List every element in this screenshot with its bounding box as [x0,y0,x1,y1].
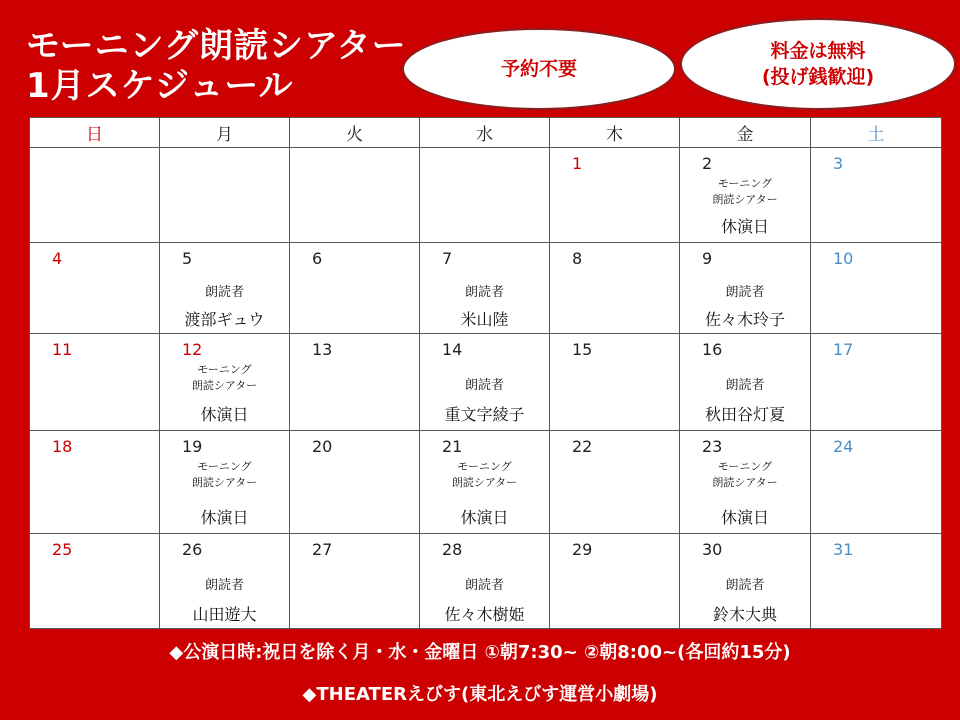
calendar-cell [811,431,942,534]
day-number: 24 [833,437,854,456]
day-number: 9 [702,249,713,268]
day-number: 15 [572,340,593,359]
week-row [30,334,942,431]
reader-name: 重文字綾子 [444,405,525,424]
calendar-cell [811,534,942,629]
calendar-cell [680,534,811,629]
day-number: 19 [182,437,203,456]
calendar-cell [420,243,550,334]
calendar-cell-empty [290,148,420,243]
day-number: 12 [182,340,203,359]
event-note: モーニング [717,460,773,473]
week-row [30,431,942,534]
day-number: 27 [312,540,333,559]
calendar-cell [550,148,680,243]
calendar-cell [811,243,942,334]
calendar-cell [680,243,811,334]
tips-welcome-label: (投げ銭歓迎) [761,66,875,88]
calendar-cell [550,534,680,629]
day-number: 11 [52,340,73,359]
reader-name: 米山陸 [460,310,509,329]
event-note: 朗読シアター [191,476,258,489]
day-off-label: 休演日 [200,405,249,424]
weekday-wednesday: 水 [420,118,550,148]
day-number: 30 [702,540,723,559]
day-number: 18 [52,437,73,456]
event-note: モーニング [717,177,773,190]
free-admission-label: 料金は無料 [770,40,866,62]
event-note: 朗読シアター [191,379,258,392]
venue-info: ◆THEATERえびす(東北えびす運営小劇場) [302,684,658,705]
calendar-cell [811,148,942,243]
performance-schedule-info: ◆公演日時:祝日を除く月・水・金曜日 ①朝7:30~ ②朝8:00~(各回約15分) [169,642,791,663]
calendar-cell [680,431,811,534]
reader-name: 渡部ギュウ [184,310,265,329]
reader-role-label: 朗読者 [725,578,765,593]
event-note: 朗読シアター [451,476,518,489]
reader-name: 秋田谷灯夏 [704,405,785,424]
day-number: 6 [312,249,323,268]
calendar-cell [160,334,290,431]
calendar-cell [420,334,550,431]
calendar-cell-empty [30,148,160,243]
day-number: 3 [833,154,844,173]
event-note: 朗読シアター [712,193,778,206]
calendar-cell [290,334,420,431]
day-number: 20 [312,437,333,456]
calendar-cell [290,243,420,334]
calendar-cell-empty [160,148,290,243]
calendar-cell [680,148,811,243]
event-note: モーニング [197,363,252,376]
day-number: 4 [52,249,63,268]
calendar-cell [550,243,680,334]
day-number: 7 [442,249,453,268]
calendar-cell-empty [420,148,550,243]
event-note: モーニング [197,460,252,473]
calendar-cell [550,431,680,534]
weekday-tuesday: 火 [290,118,420,148]
reader-role-label: 朗読者 [725,285,765,300]
day-number: 28 [442,540,463,559]
calendar-cell [420,431,550,534]
calendar-cell [160,534,290,629]
calendar-cell [30,334,160,431]
calendar-cell [420,534,550,629]
day-number: 21 [442,437,463,456]
day-number: 29 [572,540,593,559]
reader-role-label: 朗読者 [464,578,504,593]
calendar-cell [680,334,811,431]
weekday-thursday: 木 [550,118,680,148]
day-number: 26 [182,540,203,559]
calendar-cell [30,534,160,629]
day-number: 17 [833,340,854,359]
calendar-cell [30,431,160,534]
calendar-cell [160,431,290,534]
page-subtitle: 1月スケジュール [26,66,294,106]
reader-name: 佐々木樹姫 [444,605,525,624]
day-number: 31 [833,540,854,559]
week-row [30,148,942,243]
day-off-label: 休演日 [720,508,769,527]
day-number: 10 [833,249,854,268]
weekday-header-row [30,118,942,148]
day-number: 8 [572,249,583,268]
event-note: 朗読シアター [712,476,778,489]
day-off-label: 休演日 [200,508,249,527]
reader-role-label: 朗読者 [464,378,504,393]
event-note: モーニング [457,460,512,473]
reader-name: 山田遊大 [192,605,257,624]
weekday-friday: 金 [680,118,811,148]
calendar-cell [290,534,420,629]
day-number: 2 [702,154,713,173]
day-number: 22 [572,437,593,456]
day-number: 16 [702,340,723,359]
weekday-sunday: 日 [30,118,160,148]
day-off-label: 休演日 [720,217,769,236]
reader-name: 佐々木玲子 [704,310,785,329]
day-number: 13 [312,340,333,359]
calendar-cell [550,334,680,431]
calendar-cell [30,243,160,334]
reader-name: 鈴木大典 [712,605,777,624]
reader-role-label: 朗読者 [725,378,765,393]
weekday-saturday: 土 [811,118,942,148]
free-admission-badge [680,18,956,110]
day-number: 23 [702,437,723,456]
week-row [30,243,942,334]
day-number: 5 [182,249,193,268]
calendar-cell [811,334,942,431]
reader-role-label: 朗読者 [204,578,244,593]
no-reservation-label: 予約不要 [500,58,577,80]
day-number: 25 [52,540,73,559]
reader-role-label: 朗読者 [204,285,244,300]
day-number: 14 [442,340,463,359]
week-row [30,534,942,629]
calendar-cell [160,243,290,334]
weekday-monday: 月 [160,118,290,148]
reader-role-label: 朗読者 [464,285,504,300]
page-title: モーニング朗読シアター [26,26,407,66]
day-number: 1 [572,154,583,173]
day-off-label: 休演日 [460,508,509,527]
calendar-cell [290,431,420,534]
no-reservation-badge [402,28,676,110]
schedule-calendar [29,117,942,629]
